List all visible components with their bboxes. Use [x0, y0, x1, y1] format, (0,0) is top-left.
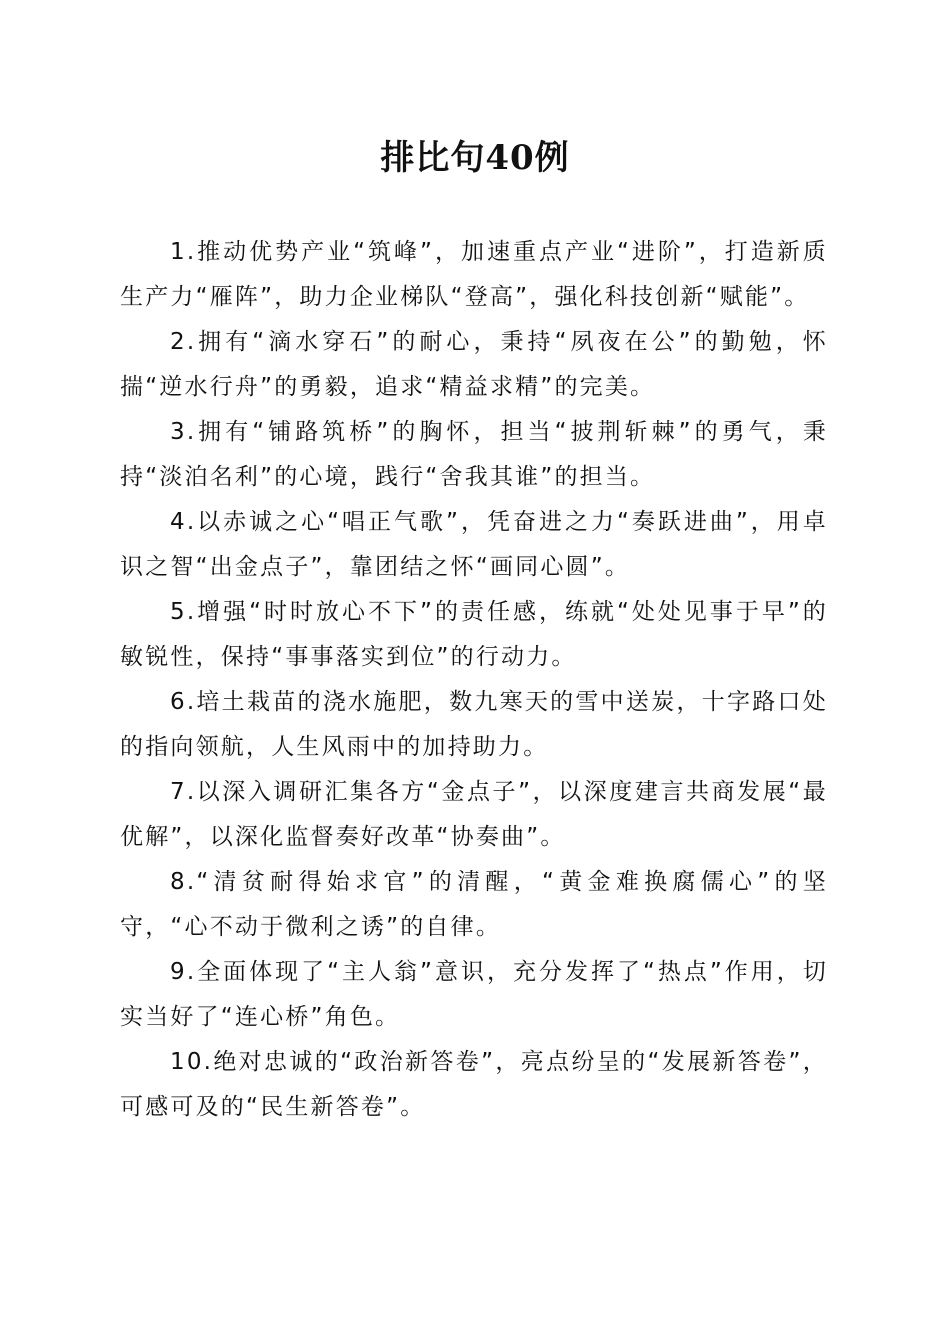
paragraph-9: 9.全面体现了“主人翁”意识，充分发挥了“热点”作用，切实当好了“连心桥”角色。 [120, 959, 828, 1030]
paragraph-2: 2.拥有“滴水穿石”的耐心，秉持“夙夜在公”的勤勉，怀揣“逆水行舟”的勇毅，追求“精益求精”的完美。 [120, 329, 828, 400]
document-body [120, 230, 828, 1130]
paragraph-10: 10.绝对忠诚的“政治新答卷”，亮点纷呈的“发展新答卷”，可感可及的“民生新答卷”。 [120, 1049, 828, 1120]
paragraph-4: 4.以赤诚之心“唱正气歌”，凭奋进之力“奏跃进曲”，用卓识之智“出金点子”，靠团结之怀“画同心圆”。 [120, 509, 828, 580]
paragraph-3: 3.拥有“铺路筑桥”的胸怀，担当“披荆斩棘”的勇气，秉持“淡泊名利”的心境，践行“舍我其谁”的担当。 [120, 419, 828, 490]
paragraph-7: 7.以深入调研汇集各方“金点子”，以深度建言共商发展“最优解”，以深化监督奏好改革“协奏曲”。 [120, 779, 828, 850]
paragraph-6: 6.培土栽苗的浇水施肥，数九寒天的雪中送炭，十字路口处的指向领航，人生风雨中的加持助力。 [120, 689, 828, 760]
paragraph-8: 8.“清贫耐得始求官”的清醒，“黄金难换腐儒心”的坚守，“心不动于微利之诱”的自律。 [120, 869, 828, 940]
paragraph-5: 5.增强“时时放心不下”的责任感，练就“处处见事于早”的敏锐性，保持“事事落实到位”的行动力。 [120, 599, 828, 670]
document-title: 排比句40例 [380, 138, 570, 178]
paragraph-1: 1.推动优势产业“筑峰”，加速重点产业“进阶”，打造新质生产力“雁阵”，助力企业梯队“登高”，强化科技创新“赋能”。 [120, 239, 828, 310]
